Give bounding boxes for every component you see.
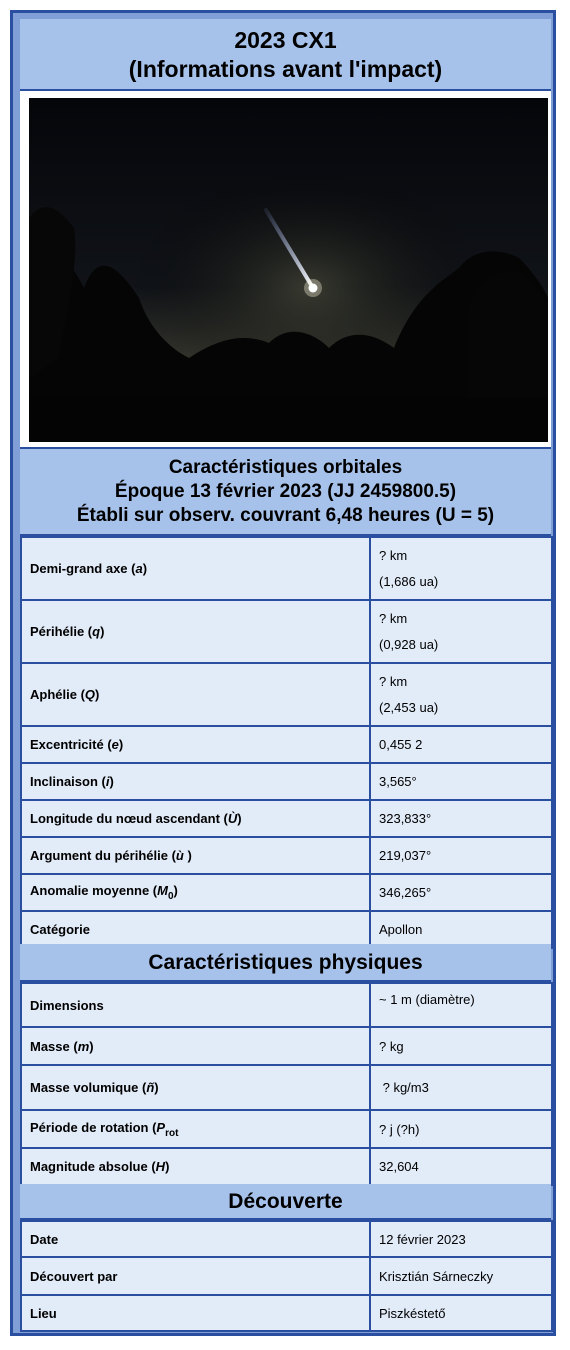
table-row [21,663,552,726]
row-value: 323,833° [370,800,552,837]
row-value: Apollon [370,911,552,948]
table-row [21,1148,552,1185]
row-label: Masse volumique (ñ) [21,1065,370,1110]
row-value: 219,037° [370,837,552,874]
row-label: Magnitude absolue (H) [21,1148,370,1185]
table-row [21,1065,552,1110]
row-value: ? kg [370,1027,552,1065]
row-value: ? j (?h) [370,1110,552,1148]
row-label: Excentricité (e) [21,726,370,763]
discovery-section-heading: Découverte [20,1184,551,1220]
orbital-heading-epoch: Époque 13 février 2023 (JJ 2459800.5) [114,481,457,502]
orbital-table [20,536,553,949]
table-row [21,874,552,911]
table-row [21,800,552,837]
row-value: Piszkéstető [370,1295,552,1331]
row-label: Période de rotation ($P_{rot}$ [21,1110,370,1148]
row-value: 12 février 2023 [370,1221,552,1257]
row-value: ~ 1 m (diamètre) [370,983,552,1027]
table-row [21,837,552,874]
table-row [21,1221,552,1257]
row-label: Catégorie [21,911,370,948]
row-label: Périhélie (q) [21,600,370,663]
physical-section-heading: Caractéristiques physiques [20,944,551,982]
table-row [21,537,552,600]
row-label: Masse (m) [21,1027,370,1065]
orbital-heading-title: Caractéristiques orbitales [168,457,403,478]
title-line1: 2023 CX1 [234,27,337,53]
table-row [21,1257,552,1295]
row-label: Lieu [21,1295,370,1331]
row-label: Inclinaison (i) [21,763,370,800]
row-label: Date [21,1221,370,1257]
row-value: ? km (0,928 ua) [370,600,552,663]
row-value: 32,604 [370,1148,552,1185]
row-label: Découvert par [21,1257,370,1295]
discovery-table [20,1220,553,1332]
infobox-title [20,19,551,91]
fireball-photo[interactable] [29,98,548,442]
table-row [21,600,552,663]
photo-container [20,91,551,449]
row-value: 3,565° [370,763,552,800]
row-label: Aphélie (Q) [21,663,370,726]
table-row [21,726,552,763]
row-value: 0,455 2 [370,726,552,763]
row-value: ? km (1,686 ua) [370,537,552,600]
title-line2: (Informations avant l'impact) [128,56,443,82]
table-row [21,1110,552,1148]
row-label: Argument du périhélie (ù ) [21,837,370,874]
table-row [21,1027,552,1065]
row-label: Anomalie moyenne $(M_0)$ [21,874,370,911]
row-label: Longitude du nœud ascendant (Ù) [21,800,370,837]
orbital-heading-observation: Établi sur observ. couvrant 6,48 heures (U = 5) [76,505,495,526]
table-row [21,763,552,800]
row-value: 346,265° [370,874,552,911]
table-row [21,983,552,1027]
orbital-section-heading [20,449,551,536]
physical-table [20,982,553,1186]
row-value: Krisztián Sárneczky [370,1257,552,1295]
row-value: ? kg/m3 [370,1065,552,1110]
row-label: Demi-grand axe (a) [21,537,370,600]
table-row [21,911,552,948]
row-value: ? km (2,453 ua) [370,663,552,726]
table-row [21,1295,552,1331]
row-label: Dimensions [21,983,370,1027]
